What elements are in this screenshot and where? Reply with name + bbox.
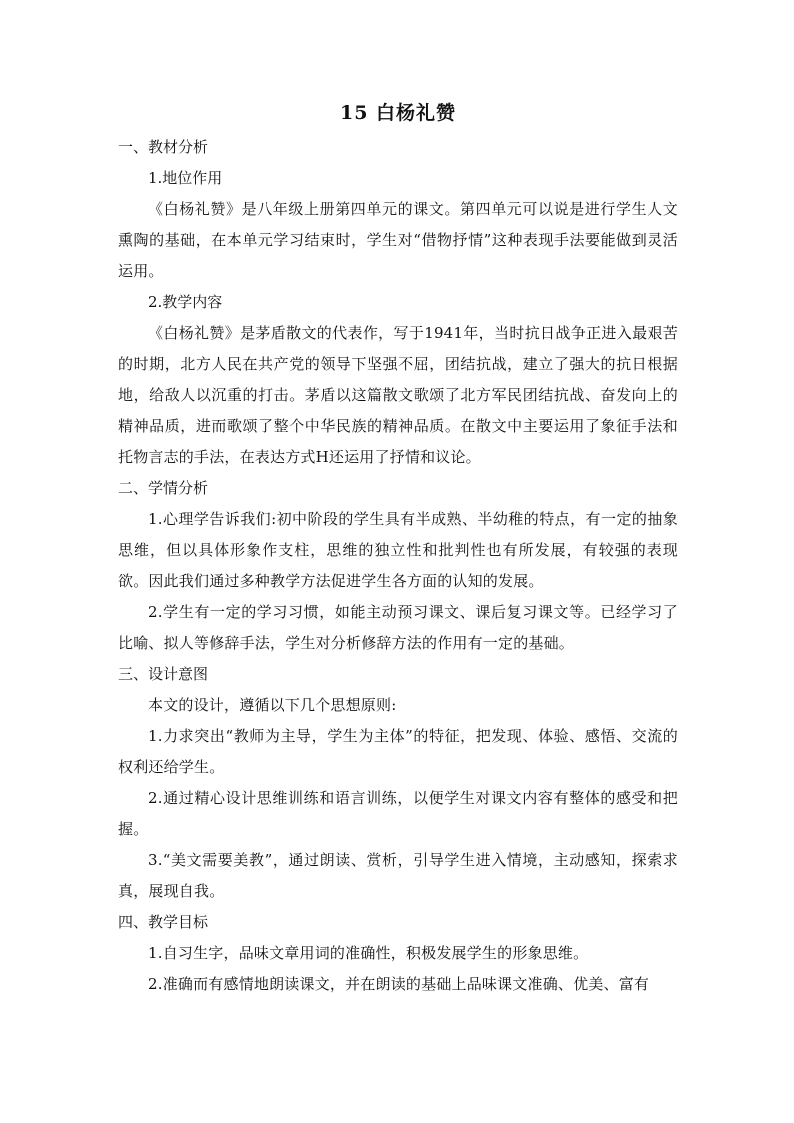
section-textbook-analysis <box>118 132 678 473</box>
paragraph: 本文的设计，遵循以下几个思想原则: <box>148 696 397 714</box>
subheading-role: 1.地位作用 <box>148 169 223 187</box>
paragraph: 3.“美文需要美教”，通过朗读、赏析，引导学生进入情境，主动感知，探索求真，展现自我。 <box>118 851 678 900</box>
paragraph: 1.自习生字，品味文章用词的准确性，积极发展学生的形象思维。 <box>148 944 589 962</box>
paragraph: 2.准确而有感情地朗读课文，并在朗读的基础上品味课文准确、优美、富有 <box>148 975 650 993</box>
paragraph: 2.通过精心设计思维训练和语言训练，以便学生对课文内容有整体的感受和把握。 <box>118 789 678 838</box>
subheading-content: 2.教学内容 <box>148 293 223 311</box>
section-learner-analysis <box>118 473 678 659</box>
paragraph: 1.力求突出“教师为主导，学生为主体”的特征，把发现、体验、感悟、交流的权利还给学生。 <box>118 727 678 776</box>
section-teaching-goals <box>118 907 678 1000</box>
section-design-intent <box>118 659 678 907</box>
paragraph: 1.心理学告诉我们:初中阶段的学生具有半成熟、半幼稚的特点，有一定的抽象思维，但以具体形象作支柱，思维的独立性和批判性也有所发展，有较强的表现欲。因此我们通过多种教学方法促进学生各方面的认知的发展。 <box>118 510 678 590</box>
paragraph: 《白杨礼赞》是八年级上册第四单元的课文。第四单元可以说是进行学生人文熏陶的基础，在本单元学习结束时，学生对“借物抒情”这种表现手法要能做到灵活运用。 <box>118 200 678 280</box>
document-page <box>118 100 678 1000</box>
section-heading: 四、教学目标 <box>118 913 209 931</box>
section-heading: 二、学情分析 <box>118 479 209 497</box>
document-title: 15 白杨礼赞 <box>339 102 457 124</box>
paragraph: 2.学生有一定的学习习惯，如能主动预习课文、课后复习课文等。已经学习了比喻、拟人等修辞手法，学生对分析修辞方法的作用有一定的基础。 <box>118 603 678 652</box>
section-heading: 一、教材分析 <box>118 138 209 156</box>
section-heading: 三、设计意图 <box>118 665 209 683</box>
paragraph: 《白杨礼赞》是茅盾散文的代表作，写于1941年，当时抗日战争正进入最艰苦的时期，北方人民在共产党的领导下坚强不屈，团结抗战，建立了强大的抗日根据地，给敌人以沉重的打击。茅盾以这篇散文歌颂了北方军民团结抗战、奋发向上的精神品质，进而歌颂了整个中华民族的精神品质。在散文中主要运用了象征手法和托物言志的手法，在表达方式H还运用了抒情和议论。 <box>118 324 678 466</box>
